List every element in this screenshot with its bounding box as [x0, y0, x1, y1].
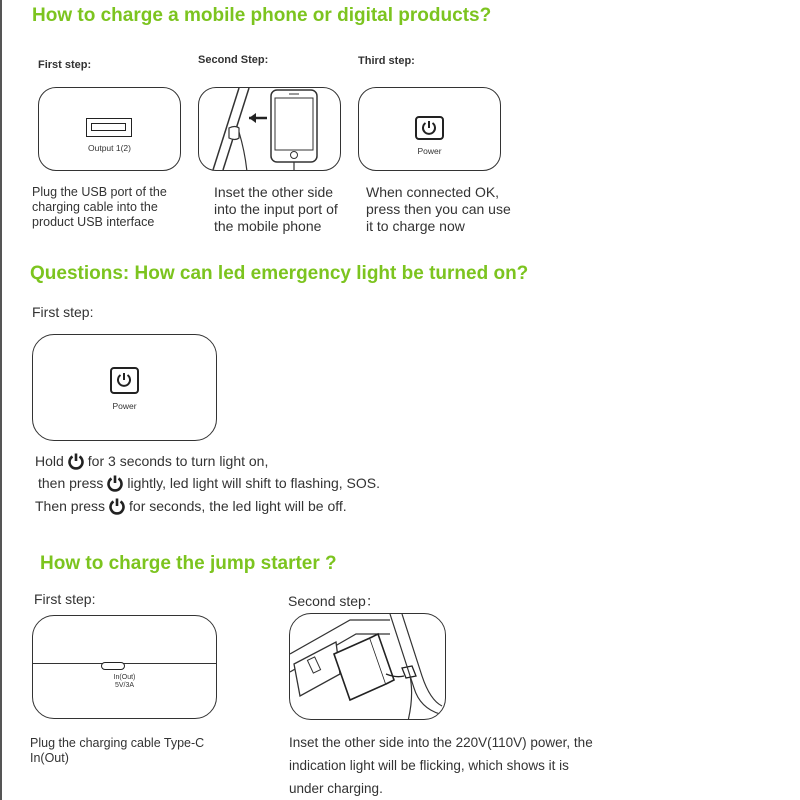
step3-description: When connected OK, press then you can use it to charge now [366, 184, 511, 234]
step-label-second: Second Step: [198, 54, 269, 66]
phone-cable-icon [199, 88, 341, 171]
wall-adapter-illustration [289, 613, 446, 720]
usb-port-label: Output 1(2) [88, 143, 131, 153]
step1-description: Plug the USB port of the charging cable into the product USB interface [32, 185, 167, 229]
phone-connection-illustration [198, 87, 341, 171]
section-title-emergency-light: Questions: How can led emergency light be turned on? [30, 263, 529, 284]
typec-port-label: In(Out) 5V/3A [113, 674, 136, 689]
power-symbol-icon [67, 452, 85, 470]
light-power-button-illustration [32, 334, 217, 441]
power-symbol-icon [108, 497, 126, 515]
jump-step2-description: Inset the other side into the 220V(110V) power, the indication light will be flicking, which shows it is under charging. [289, 735, 593, 796]
usb-port-illustration [38, 87, 181, 171]
typec-port-illustration [32, 615, 217, 719]
page-left-border [0, 0, 2, 800]
power-button-icon [415, 116, 444, 140]
section-title-charge-mobile: How to charge a mobile phone or digital products? [32, 5, 492, 26]
step2-description: Inset the other side into the input port of the mobile phone [214, 184, 338, 234]
section-title-jump-starter: How to charge the jump starter ? [40, 553, 337, 574]
step-label-second-jump: Second step： [288, 593, 380, 609]
power-label: Power [112, 401, 137, 411]
power-label: Power [417, 146, 442, 156]
power-symbol-icon [106, 474, 124, 492]
step-label-first-jump: First step: [34, 591, 96, 607]
typec-port-icon [101, 662, 125, 670]
instruction-line-2: then press lightly, led light will shift to flashing, SOS. [38, 475, 381, 491]
wall-adapter-icon [290, 614, 446, 720]
step-label-first-light: First step: [32, 304, 94, 320]
step-label-third: Third step: [358, 55, 415, 67]
instruction-line-1: Hold for 3 seconds to turn light on, [35, 453, 269, 469]
jump-step1-description: Plug the charging cable Type-C In(Out) [30, 736, 205, 765]
usb-port-icon [86, 118, 132, 137]
instruction-line-3: Then press for seconds, the led light will be off. [35, 498, 347, 514]
step-label-first: First step: [38, 59, 92, 71]
power-button-icon [110, 367, 139, 394]
power-button-illustration [358, 87, 501, 171]
